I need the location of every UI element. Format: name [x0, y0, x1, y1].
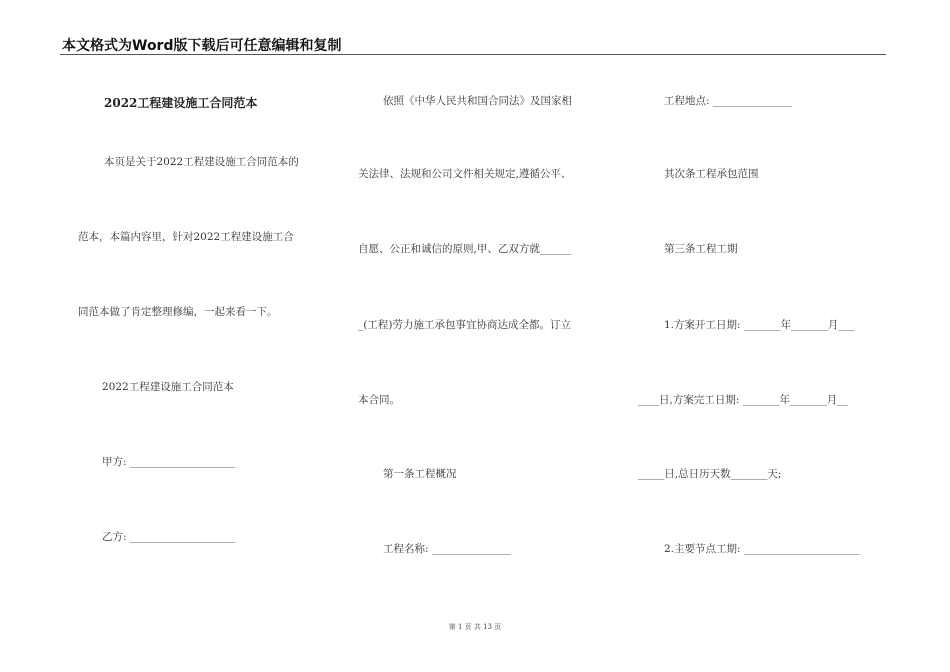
col2-line-5: 本合同。 [358, 394, 400, 406]
total-calendar-days-field: _____日,总日历天数_______天; [638, 468, 782, 480]
col2-line-2: 关法律、法规和公司文件相关规定,遵循公平、 [358, 168, 572, 180]
document-banner: 本文格式为Word版下载后可任意编辑和复制 [62, 38, 342, 54]
col1-line-3: 同范本做了肯定整理修编，一起来看一下。 [78, 306, 278, 318]
party-a-field: 甲方: ____________________ [102, 456, 235, 468]
section-1-heading: 第一条工程概况 [383, 468, 457, 480]
planned-completion-date-field: ____日,方案完工日期: _______年_______月__ [638, 394, 848, 406]
milestone-duration-field: 2.主要节点工期: ______________________ [664, 543, 860, 555]
banner-divider [60, 54, 886, 55]
project-name-field: 工程名称: _______________ [383, 543, 511, 555]
col2-line-3: 自愿、公正和诚信的原则,甲、乙双方就______ [358, 243, 572, 255]
page-number-footer: 第 1 页 共 13 页 [448, 623, 502, 631]
section-2-heading: 其次条工程承包范围 [664, 168, 759, 180]
party-b-field: 乙方: ____________________ [102, 531, 235, 543]
col1-subtitle: 2022工程建设施工合同范本 [102, 381, 234, 393]
planned-start-date-field: 1.方案开工日期: _______年_______月___ [664, 319, 855, 331]
project-location-field: 工程地点: _______________ [664, 95, 792, 107]
document-title: 2022工程建设施工合同范本 [104, 96, 258, 110]
col2-line-1: 依照《中华人民共和国合同法》及国家相 [383, 95, 572, 107]
col2-line-4: _(工程)劳力施工承包事宜协商达成全都。订立 [358, 319, 571, 331]
col1-line-2: 范本，本篇内容里，针对2022工程建设施工合 [78, 231, 294, 243]
section-3-heading: 第三条工程工期 [664, 243, 738, 255]
col1-line-1: 本页是关于2022工程建设施工合同范本的 [104, 156, 299, 168]
